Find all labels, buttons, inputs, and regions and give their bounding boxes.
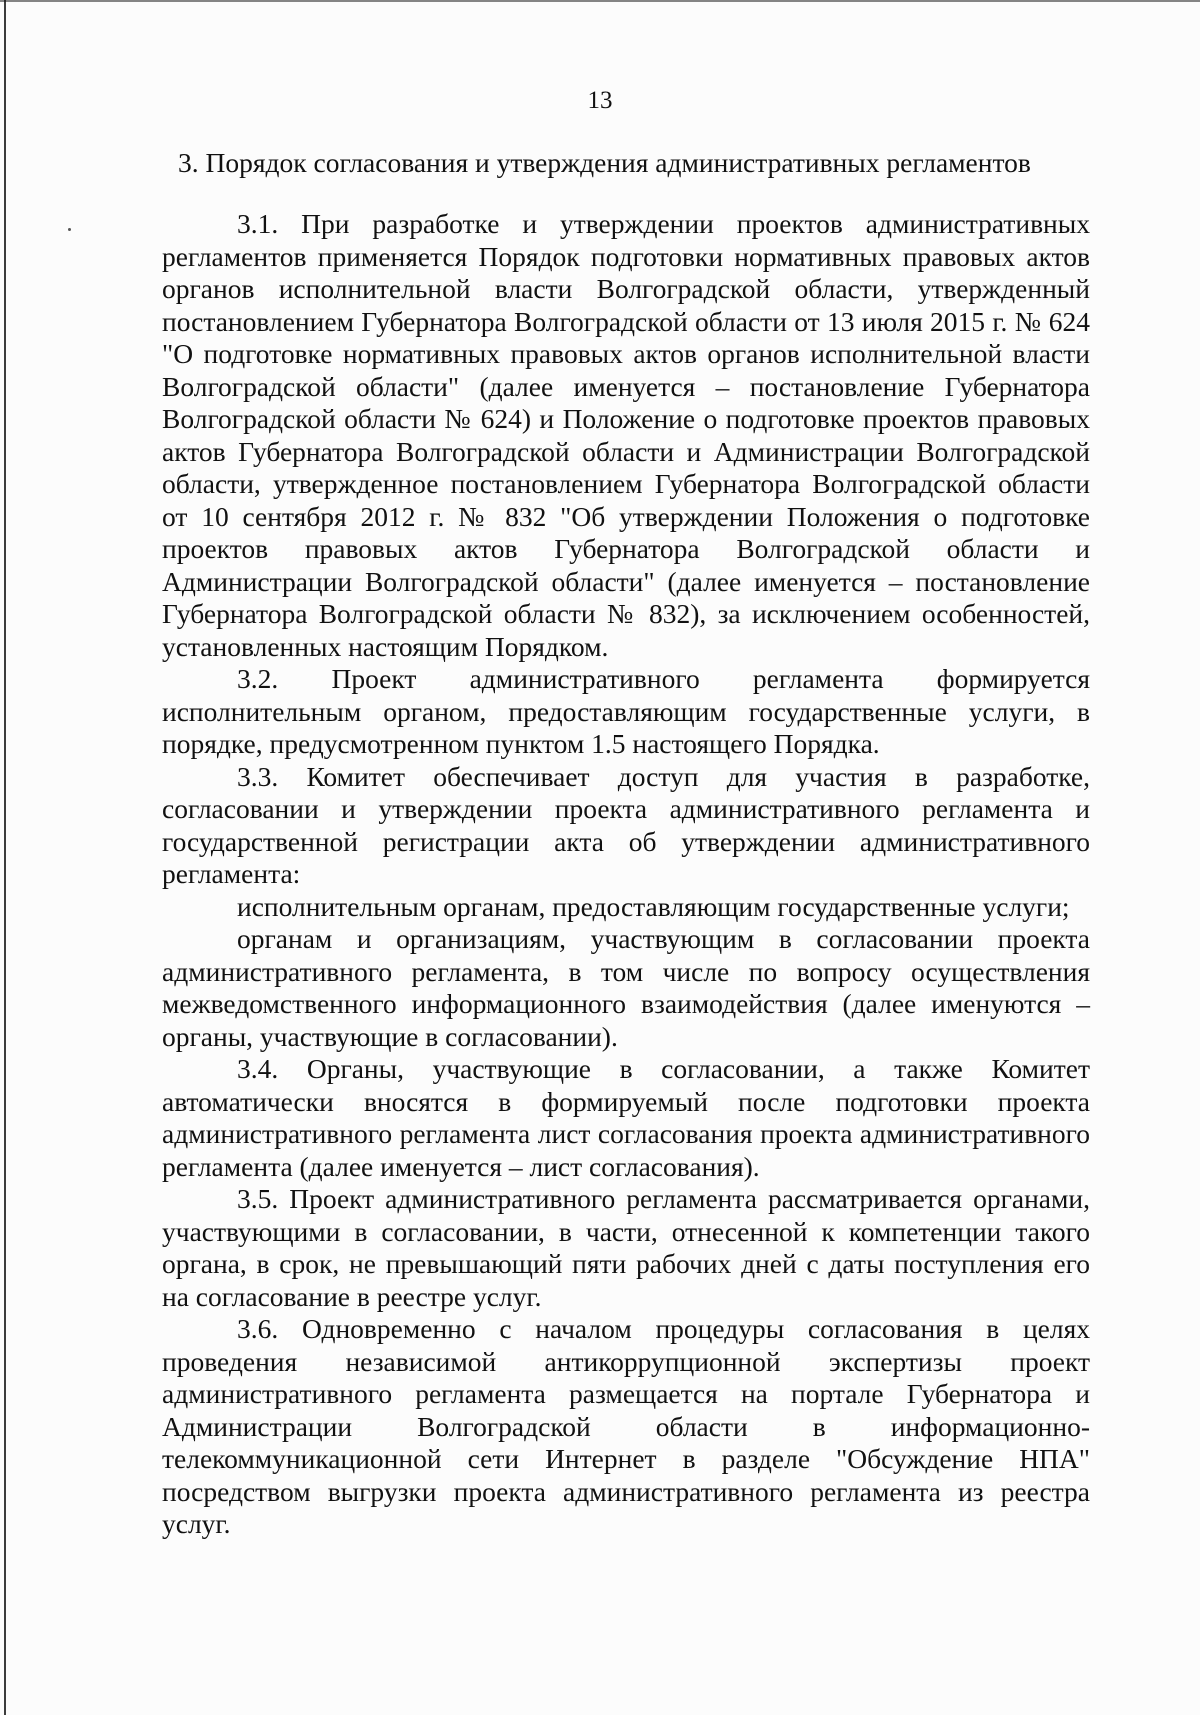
paragraph-3-6: 3.6. Одновременно с началом процедуры согласования в целях проведения независимой антикоррупционной экспертизы проект административного регламента размещается на портале Губернатора и Администрации Волгоградской области в информационно-телекоммуникационной сети Интернет в разделе "Обсуждение НПА" посредством выгрузки проекта административного регламента из реестра услуг. (162, 1313, 1090, 1539)
document-body (162, 208, 1090, 1541)
section-heading: 3. Порядок согласования и утверждения административных регламентов (178, 147, 1031, 178)
scan-top-edge (0, 0, 1200, 2)
paragraph-3-4: 3.4. Органы, участвующие в согласовании, а также Комитет автоматически вносятся в формируемый после подготовки проекта административного регламента лист согласования проекта административного регламента (далее именуется – лист согласования). (162, 1053, 1090, 1182)
list-item-executive-bodies: исполнительным органам, предоставляющим государственные услуги; (237, 890, 1070, 922)
scan-speck (68, 228, 71, 231)
list-item-approving-bodies: органам и организациям, участвующим в согласовании проекта административного регламента, в том числе по вопросу осуществления межведомственного информационного взаимодействия (далее именуются – органы, участвующие в согласовании). (162, 923, 1090, 1052)
paragraph-3-1: 3.1. При разработке и утверждении проектов административных регламентов применяется Порядок подготовки нормативных правовых актов органов исполнительной власти Волгоградской области, утвержденный постановлением Губернатора Волгоградской области от 13 июля 2015 г. № 624 "О подготовке нормативных правовых актов органов исполнительной власти Волгоградской области" (далее именуется – постановление Губернатора Волгоградской области № 624) и Положение о подготовке проектов правовых актов Губернатора Волгоградской области и Администрации Волгоградской области, утвержденное постановлением Губернатора Волгоградской области от 10 сентября 2012 г. № 832 "Об утверждении Положения о подготовке проектов правовых актов Губернатора Волгоградской области и Администрации Волгоградской области" (далее именуется – постановление Губернатора Волгоградской области № 832), за исключением особенностей, установленных настоящим Порядком. (162, 208, 1090, 662)
paragraph-3-2: 3.2. Проект административного регламента формируется исполнительным органом, предоставляющим государственные услуги, в порядке, предусмотренном пунктом 1.5 настоящего Порядка. (162, 663, 1090, 759)
paragraph-3-5: 3.5. Проект административного регламента рассматривается органами, участвующими в согласовании, в части, отнесенной к компетенции такого органа, в срок, не превышающий пяти рабочих дней с даты поступления его на согласование в реестре услуг. (162, 1183, 1090, 1312)
scan-left-edge (4, 0, 6, 1715)
page-number: 13 (587, 87, 613, 114)
paragraph-3-3: 3.3. Комитет обеспечивает доступ для участия в разработке, согласовании и утверждении проекта административного регламента и государственной регистрации акта об утверждении административного регламента: (162, 760, 1090, 889)
